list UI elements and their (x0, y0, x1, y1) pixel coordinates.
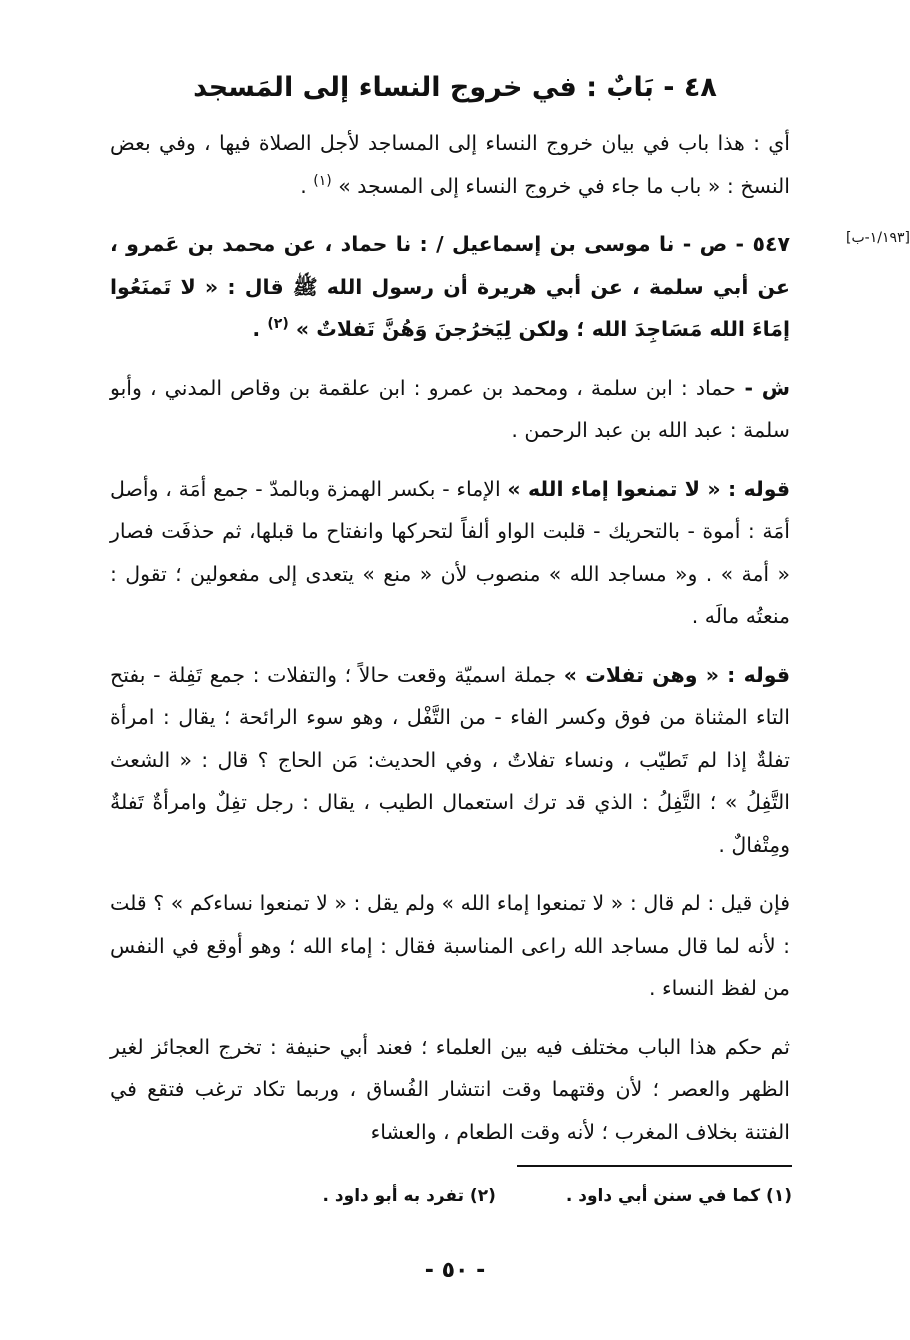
page-number: - ٥٠ - (424, 1258, 486, 1283)
sharh-text: حماد : ابن سلمة ، ومحمد بن عمرو : ابن علقمة بن وقاص المدني ، وأبو سلمة : عبد الله بن عبد الرحمن . (110, 375, 790, 442)
hadith-text: ٥٤٧ - ص - نا موسى بن إسماعيل / : نا حماد ، عن محمد بن عَمرو ، عن أبي سلمة ، عن أبي هريرة أن رسول الله ﷺ قال : « لا تَمنَعُوا إمَاءَ الله مَسَاجِدَ الله ؛ ولكن لِيَخرُجنَ وَهُنَّ تَفلاتٌ » (110, 232, 790, 341)
intro-paragraph (110, 122, 790, 207)
commentary-paragraph-1 (110, 468, 790, 638)
footnote-separator (517, 1165, 792, 1167)
footnote-1: (١) كما في سنن أبي داود . (565, 1186, 792, 1206)
commentary-1-lead: قوله : « لا تمنعوا إماء الله » (507, 476, 790, 501)
footnote-ref-2[interactable]: (٢) (267, 316, 289, 333)
footnotes (232, 1186, 792, 1206)
commentary-2-text: جملة اسميّة وقعت حالاً ؛ والتفلات : جمع تَفِلة - بفتح التاء المثناة من فوق وكسر الفاء - من التَّفْل ، وهو سوء الرائحة ؛ يقال : امرأة تفلةٌ إذا لم تَطيّب ، ونساء تفلاتٌ ، وفي الحديث: مَن الحاج ؟ قال : « الشعث التَّفِلُ » ؛ التَّفِلُ : الذي قد ترك استعمال الطيب ، يقال : رجل تفِلٌ وامرأةٌ تَفلةٌ ومِتْفالٌ . (110, 662, 790, 857)
hadith-end: . (252, 317, 268, 341)
intro-text: أي : هذا باب في بيان خروج النساء إلى المساجد لأجل الصلاة فيها ، وفي بعض النسخ : « باب ما جاء في خروج النساء إلى المسجد » (110, 131, 790, 198)
hadith-paragraph (110, 223, 790, 351)
intro-end: . (300, 173, 314, 198)
footnote-ref-1[interactable]: (١) (313, 172, 332, 189)
commentary-1-text: الإماء - بكسر الهمزة وبالمدّ - جمع أمَة ، وأصل أمَة : أموة - بالتحريك - قلبت الواو ألفاً لتحركها وانفتاح ما قبلها، ثم حذفَت فصار « أمة » . و« مساجد الله » منصوب لأن « منع » يتعدى إلى مفعولين ؛ تقول : منعتُه مالَه . (110, 476, 790, 628)
commentary-paragraph-2 (110, 654, 790, 867)
commentary-paragraph-4: ثم حكم هذا الباب مختلف فيه بين العلماء ؛ فعند أبي حنيفة : تخرج العجائز لغير الظهر والعصر ؛ لأن وقتهما وقت انتشار الفُساق ، وربما تكاد ترغب فتقع في الفتنة بخلاف المغرب ؛ لأنه وقت الطعام ، والعشاء (110, 1034, 790, 1144)
chapter-heading: ٤٨ - بَابٌ : في خروج النساء إلى المَسجد (193, 72, 717, 103)
manuscript-margin-note: [١/١٩٣-ب] (846, 230, 910, 246)
sharh-marker: ش - (735, 375, 790, 400)
commentary-paragraph-3: فإن قيل : لم قال : « لا تمنعوا إماء الله » ولم يقل : « لا تمنعوا نساءكم » ؟ قلت : لأنه لما قال مساجد الله راعى المناسبة فقال : إماء الله ؛ وهو أوقع في النفس من لفظ النساء . (110, 891, 790, 1000)
footnote-2: (٢) تفرد به أبو داود . (322, 1186, 496, 1206)
page-body (110, 122, 790, 1169)
sharh-paragraph (110, 367, 790, 452)
commentary-2-lead: قوله : « وهن تفلات » (563, 662, 790, 687)
